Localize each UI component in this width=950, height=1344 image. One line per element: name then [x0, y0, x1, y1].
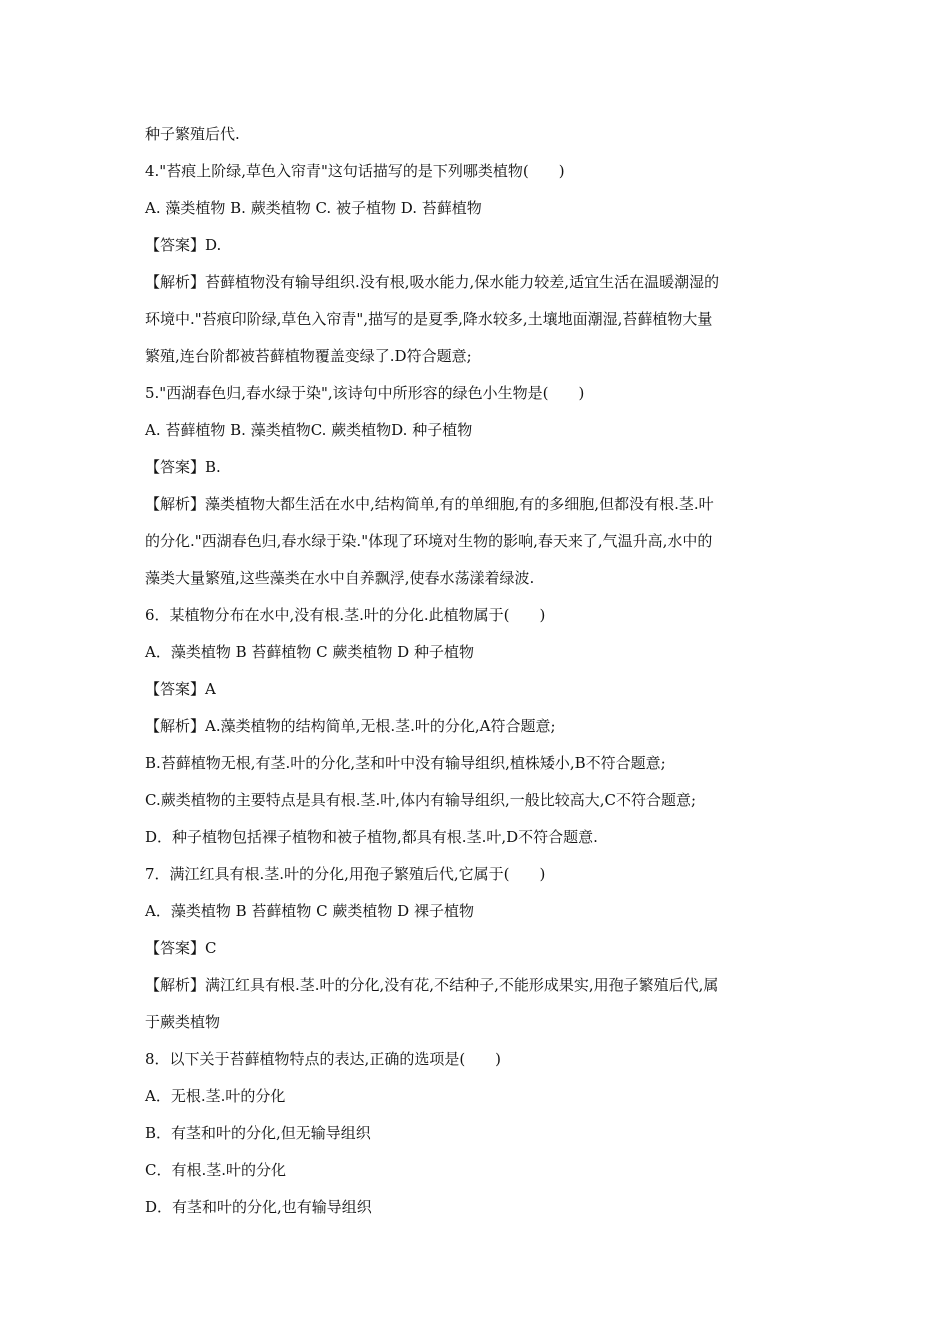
question-5-analysis: 的分化."西湖春色归,春水绿于染."体现了环境对生物的影响,春天来了,气温升高,水中的	[145, 532, 713, 550]
question-4-options: A. 藻类植物 B. 蕨类植物 C. 被子植物 D. 苔藓植物	[145, 199, 482, 217]
question-8-stem: 8．以下关于苔藓植物特点的表达,正确的选项是( )	[145, 1050, 502, 1068]
question-7-stem: 7．满江红具有根.茎.叶的分化,用孢子繁殖后代,它属于( )	[145, 865, 546, 883]
question-8-option-b: B．有茎和叶的分化,但无输导组织	[145, 1124, 371, 1142]
question-6-analysis: C.蕨类植物的主要特点是具有根.茎.叶,体内有输导组织,一般比较高大,C不符合题意;	[145, 791, 697, 809]
text-line: 种子繁殖后代.	[145, 125, 240, 143]
document-body	[145, 116, 810, 1226]
question-5-analysis: 藻类大量繁殖,这些藻类在水中自养飘浮,使春水荡漾着绿波.	[145, 569, 535, 587]
question-7-options: A．藻类植物 B 苔藓植物 C 蕨类植物 D 裸子植物	[145, 902, 474, 920]
question-4-answer: 【答案】D.	[145, 236, 222, 254]
question-8-option-d: D．有茎和叶的分化,也有输导组织	[145, 1198, 372, 1216]
question-4-analysis: 环境中."苔痕印阶绿,草色入帘青",描写的是夏季,降水较多,土壤地面潮湿,苔藓植物大量	[145, 310, 713, 328]
question-8-option-c: C．有根.茎.叶的分化	[145, 1161, 287, 1179]
question-4-stem: 4."苔痕上阶绿,草色入帘青"这句话描写的是下列哪类植物( )	[145, 162, 565, 180]
question-7-answer: 【答案】C	[145, 939, 217, 957]
question-6-analysis: B.苔藓植物无根,有茎.叶的分化,茎和叶中没有输导组织,植株矮小,B不符合题意;	[145, 754, 666, 772]
question-6-answer: 【答案】A	[145, 680, 216, 698]
question-6-options: A．藻类植物 B 苔藓植物 C 蕨类植物 D 种子植物	[145, 643, 474, 661]
question-5-answer: 【答案】B.	[145, 458, 221, 476]
question-5-stem: 5."西湖春色归,春水绿于染",该诗句中所形容的绿色小生物是( )	[145, 384, 585, 402]
question-7-analysis: 【解析】满江红具有根.茎.叶的分化,没有花,不结种子,不能形成果实,用孢子繁殖后代,属	[145, 976, 719, 994]
question-5-analysis: 【解析】藻类植物大都生活在水中,结构简单,有的单细胞,有的多细胞,但都没有根.茎.叶	[145, 495, 714, 513]
question-6-stem: 6．某植物分布在水中,没有根.茎.叶的分化.此植物属于( )	[145, 606, 546, 624]
question-5-options: A. 苔藓植物 B. 藻类植物C. 蕨类植物D. 种子植物	[145, 421, 473, 439]
question-7-analysis: 于蕨类植物	[145, 1013, 221, 1031]
question-6-analysis: D．种子植物包括裸子植物和被子植物,都具有根.茎.叶,D不符合题意.	[145, 828, 598, 846]
question-8-option-a: A．无根.茎.叶的分化	[145, 1087, 286, 1105]
question-4-analysis: 繁殖,连台阶都被苔藓植物覆盖变绿了.D符合题意;	[145, 347, 472, 365]
question-4-analysis: 【解析】苔藓植物没有输导组织.没有根,吸水能力,保水能力较差,适宜生活在温暖潮湿的	[145, 273, 720, 291]
question-6-analysis: 【解析】A.藻类植物的结构简单,无根.茎.叶的分化,A符合题意;	[145, 717, 556, 735]
